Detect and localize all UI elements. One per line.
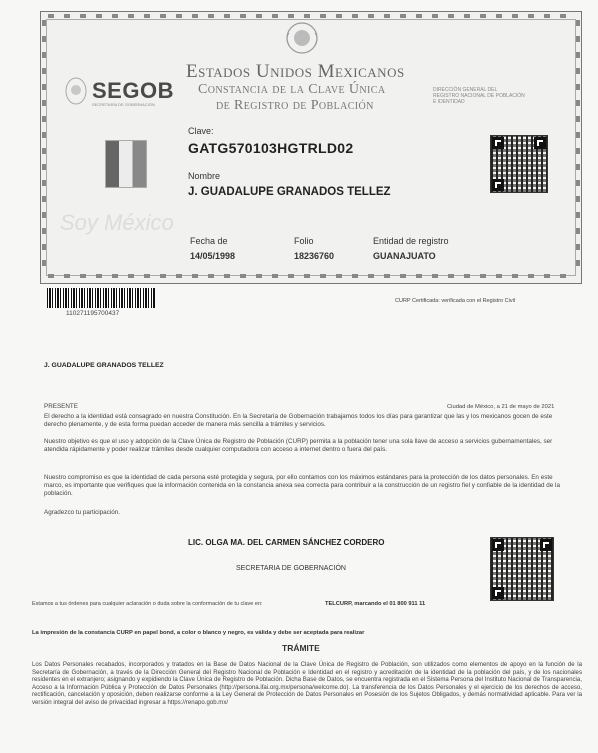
verification-text: CURP Certificada: verificada con el Registro Civil [395, 298, 516, 304]
nombre-label: Nombre [188, 171, 221, 181]
thanks-text: Agradezco tu participación. [44, 509, 120, 516]
signer-name: LIC. OLGA MA. DEL CARMEN SÁNCHEZ CORDERO [188, 538, 385, 547]
curp-value: GATG570103HGTRLD02 [188, 140, 354, 156]
contact-phone: TELCURP, marcando el 01 800 911 11 [325, 601, 426, 607]
rnp-label-3: E IDENTIDAD [433, 99, 465, 105]
soy-mexico-watermark: Soy México [60, 210, 174, 235]
paragraph-objective: Nuestro objetivo es que el uso y adopción de la Clave Única de Registro de Población (CURP) permita a la población tener una sola llave de acceso a servicios gubernamentales, ser atendida rápidamente y poder realizar trámites desde cualquier computadora con acceso a internet dentro o fuera del país. [44, 438, 553, 453]
presente-label: PRESENTE [44, 403, 78, 410]
letter-qr-code [490, 537, 554, 601]
segob-subtitle: SECRETARÍA DE GOBERNACIÓN [92, 102, 155, 107]
recipient-name: J. GUADALUPE GRANADOS TELLEZ [44, 362, 164, 369]
segob-emblem-icon [64, 76, 88, 106]
certificate-qr-code [490, 135, 548, 193]
fecha-label: Fecha de [190, 236, 228, 246]
segob-logo: SEGOB [92, 78, 174, 103]
national-seal-icon [283, 21, 321, 55]
nombre-value: J. GUADALUPE GRANADOS TELLEZ [188, 186, 391, 198]
barcode-number: 110271195700437 [66, 310, 120, 317]
print-note: La impresión de la constancia CURP en papel bond, a color o blanco y negro, es válida y debe ser aceptada para realizar [32, 630, 365, 636]
top-border-pattern [48, 14, 574, 18]
date-line: Ciudad de México, a 21 de mayo de 2021 [447, 404, 555, 410]
signer-title: SECRETARIA DE GOBERNACIÓN [236, 565, 346, 572]
constancia-title: Constancia de la Clave Única [198, 82, 386, 97]
paragraph-identity: El derecho a la identidad está consagrado en nuestra Constitución. En la Secretaría de Gobernación trabajamos todos los días para garantizar que las y los mexicanos gocen de este derecho plenamente, y de esta forma puedan acceder de manera más sencilla a trámites y servicios. [44, 413, 553, 428]
privacy-notice: Los Datos Personales recabados, incorporados y tratados en la Base de Datos Nacional de la Clave Única de Registro de Población, son utilizados como elementos de apoyo en la función de la Secretaría de Gobernación, a través de la Dirección General del Registro Nacional de Población e Identidad en el registro y acreditación de la identidad de la población del país, y de los nacionales residentes en el extranjero; asignando y expidiendo la Clave Única de Registro de Población. Dicha Base de Datos, se encuentra registrada en el Sistema Persona del Instituto Nacional de Transparencia, Acceso a la Información Pública y Protección de Datos Personales (http://persona.ifai.org.mx/persona/welcome.do). La transferencia de los Datos Personales y el ejercicio de los derechos de acceso, rectificación, cancelación y oposición, deben realizarse conforme a la Ley General de Protección de Datos Personales en Posesión de los Sujetos Obligados, y demás normatividad aplicable. Para ver la versión integral del aviso de privacidad ingresar a https://renapo.gob.mx/ [32, 661, 582, 706]
bottom-border-pattern [48, 274, 574, 278]
clave-label: Clave: [188, 126, 214, 136]
entidad-label: Entidad de registro [373, 236, 449, 246]
entidad-value: GUANAJUATO [373, 251, 436, 261]
left-border-pattern [42, 20, 46, 274]
folio-value: 18236760 [294, 251, 335, 261]
contact-text: Estamos a tus órdenes para cualquier aclaración o duda sobre la conformación de tu clave en: [32, 601, 263, 607]
rnp-label-1: DIRECCIÓN GENERAL DEL [433, 87, 498, 93]
registro-title: de Registro de Población [216, 98, 374, 113]
barcode [47, 288, 155, 308]
paragraph-commitment: Nuestro compromiso es que la identidad de cada persona esté protegida y segura, por ello contamos con los máximos estándares para la protección de los datos personales. En este marco, es importante que verifiques que la información contenida en la constancia anexa sea correcta para contribuir a la construcción de un registro fiel y confiable de la identidad de la población. [44, 474, 560, 497]
fecha-value: 14/05/1998 [190, 251, 236, 261]
folio-label: Folio [294, 236, 314, 246]
right-border-pattern [576, 20, 580, 274]
rnp-label-2: REGISTRO NACIONAL DE POBLACIÓN [433, 93, 525, 99]
flag-icon [105, 140, 147, 188]
country-title: Estados Unidos Mexicanos [186, 61, 405, 82]
tramite-heading: TRÁMITE [282, 643, 320, 653]
